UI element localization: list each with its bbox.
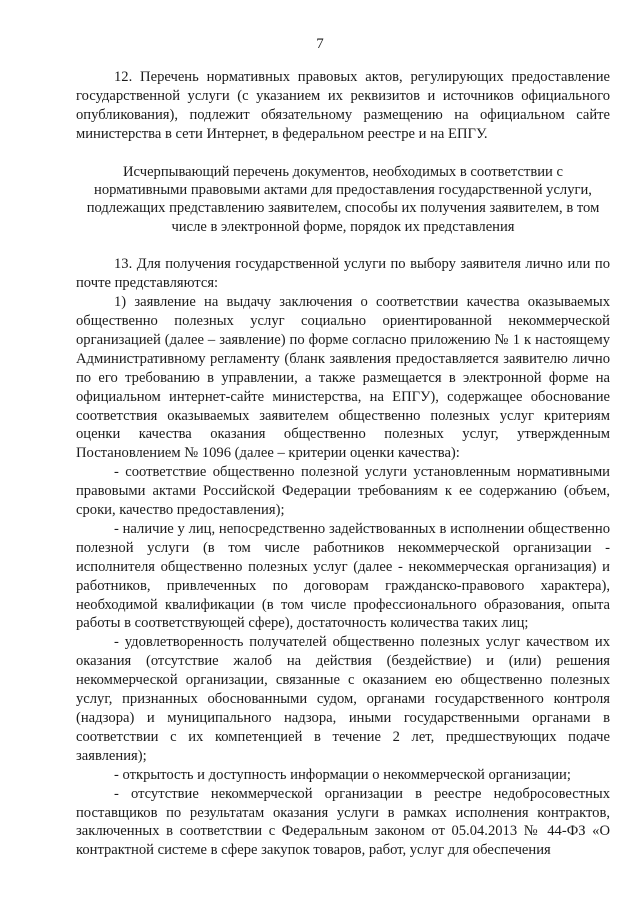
list-item-1: 1) заявление на выдачу заключения о соответствии качества оказываемых общественно полезных услуг социально ориентированной некоммерческой организацией (далее – заявление) по форме согласно приложению № 1 к настоящему Административному регламенту (бланк заявления предоставляется заявителю лично по его требованию в управлении, а также размещается в электронной форме на официальном интернет-сайте министерства, на ЕПГУ), содержащее обоснование соответствия оказываемых заявителем общественно полезных услуг критериям оценки качества оказания общественно полезных услуг, утвержденным Постановлением № 1096 (далее – критерии оценки качества): bbox=[76, 294, 610, 462]
section-heading: Исчерпывающий перечень документов, необходимых в соответствии с нормативными правовыми актами для предоставления государственной услуги, подлежащих представлению заявителем, способы их получения заявителем, в том числе в электронной форме, порядок их представления bbox=[86, 163, 600, 235]
criterion-item: - соответствие общественно полезной услуги установленным нормативными правовыми актами Российской Федерации требованиям к ее содержанию (объем, сроки, качество предоставления); bbox=[76, 464, 610, 519]
paragraph-13: 13. Для получения государственной услуги по выбору заявителя лично или по почте представляются: bbox=[76, 256, 610, 292]
document-body bbox=[76, 68, 610, 860]
page-number: 7 bbox=[316, 36, 324, 52]
criterion-item: - открытость и доступность информации о некоммерческой организации; bbox=[114, 766, 571, 783]
criterion-item: - наличие у лиц, непосредственно задействованных в исполнении общественно полезной услуги (в том числе работников некоммерческой организации - исполнителя общественно полезных услуг (далее - некоммерческая организация) и работников, привлеченных по договорам гражданско-правового характера), необходимой квалификации (в том числе профессионального образования, опыта работы в соответствующей сфере), достаточность количества таких лиц; bbox=[76, 520, 610, 632]
paragraph-12: 12. Перечень нормативных правовых актов, регулирующих предоставление государственной услуги (с указанием их реквизитов и источников официального опубликования), подлежит обязательному размещению на официальном сайте министерства в сети Интернет, в федеральном реестре и на ЕПГУ. bbox=[76, 69, 610, 142]
criterion-item: - удовлетворенность получателей общественно полезных услуг качеством их оказания (отсутствие жалоб на действия (бездействие) и (или) решения некоммерческой организации, связанные с оказанием ею общественно полезных услуг, признанных обоснованными судом, органами государственного контроля (надзора) и муниципального надзора, иными государственными органами в соответствии с их компетенцией в течение 2 лет, предшествующих подаче заявления); bbox=[76, 634, 610, 764]
criterion-item: - отсутствие некоммерческой организации в реестре недобросовестных поставщиков по результатам оказания услуги в рамках исполнения контрактов, заключенных в соответствии с Федеральным законом от 05.04.2013 № 44-ФЗ «О контрактной системе в сфере закупок товаров, работ, услуг для обеспечения bbox=[76, 785, 610, 859]
